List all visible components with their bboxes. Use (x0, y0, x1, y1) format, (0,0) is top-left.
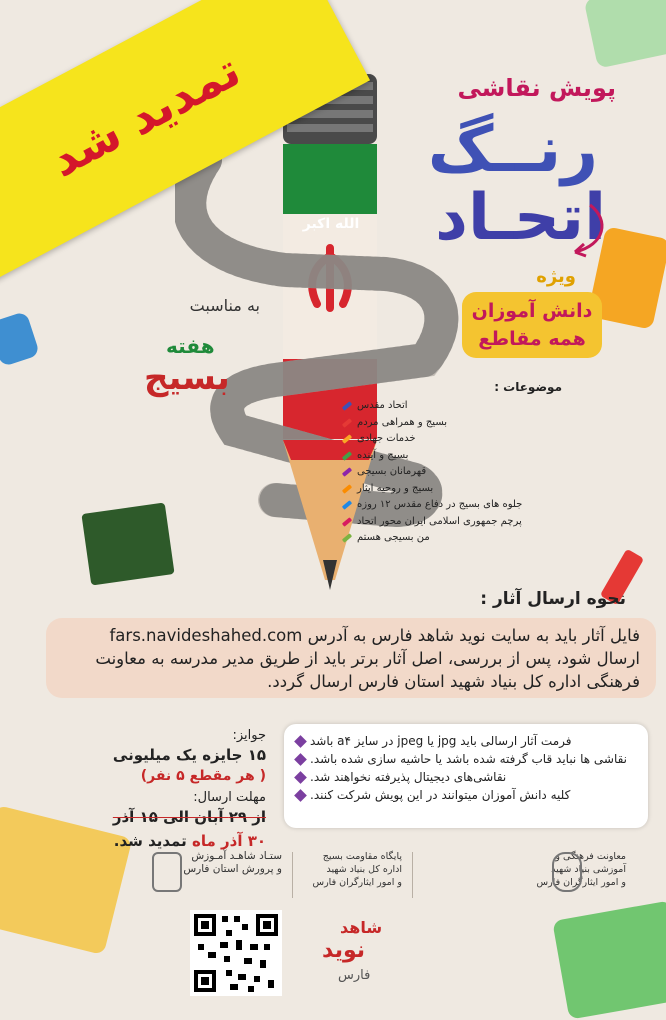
diamond-bullet-icon (294, 771, 307, 784)
format-rule: کلیه دانش آموزان میتوانند در این پویش شرکت کنند. (296, 786, 636, 804)
deadline-new-date: ۳۰ آذر ماه (191, 832, 266, 850)
title-line1: پویش نقاشی (457, 74, 616, 102)
prizes-line2: ( هر مقطع ۵ نفر) (140, 768, 266, 784)
occasion-label: به مناسبت (189, 296, 260, 315)
submission-text: فایل آثار باید به سایت نوید شاهد فارس به آدرس fars.navideshahed.com ارسال شود، پس از بررسی، اصل آثار برتر باید از طریق مدیر مدرسه به معاونت فرهنگی اداره کل بنیاد شهید استان فارس ارسال گردد. (95, 626, 640, 691)
arrow-decor (560, 200, 610, 260)
pencil-bullet-icon (342, 402, 352, 411)
topic-item: بسیج و روحیه ایثار (342, 481, 562, 498)
format-rule: فرمت آثار ارسالی باید jpg یا jpeg در سایز a۴ باشد (296, 732, 636, 750)
topic-item: بسیج و آینده (342, 448, 562, 465)
org-emblem-icon (152, 852, 182, 892)
footer-divider (412, 852, 413, 898)
pencil-bullet-icon (342, 484, 352, 493)
decor-green-cube-top (584, 0, 666, 69)
logo-text-1: هفته (166, 334, 215, 358)
decor-yellow-cube-bottom (0, 805, 132, 955)
topic-item: من بسیجی هستم (342, 530, 562, 547)
pencil-bullet-icon (342, 418, 352, 427)
qr-code-icon (190, 910, 282, 996)
prizes-line1: ۱۵ جایزه یک میلیونی (112, 746, 266, 764)
decor-green-cube-bottom (552, 900, 666, 1019)
pencil-bullet-icon (342, 501, 352, 510)
brand-line3: فارس (338, 968, 371, 983)
submission-heading: نحوه ارسال آثار : (480, 589, 626, 609)
audience-line2: همه مقاطع (478, 328, 586, 350)
format-rule: نقاشی ها نباید قاب گرفته شده باشد یا حاشیه سازی شده باشد. (296, 750, 636, 768)
deadline-label: مهلت ارسال: (193, 790, 266, 805)
diamond-bullet-icon (294, 789, 307, 802)
logo-text-2: بسیج (144, 358, 230, 398)
topic-item: اتحاد مقدس (342, 398, 562, 415)
pencil-bullet-icon (342, 451, 352, 460)
decor-blue-book (0, 311, 40, 367)
deadline-new (0, 832, 266, 850)
org-basij-base: پایگاه مقاومت بسیج اداره کل بنیاد شهید و امور ایثارگران فارس (312, 851, 402, 888)
basij-week-logo (138, 330, 248, 402)
topic-item: قهرمانان بسیجی (342, 464, 562, 481)
flag-inscription: الله اکبر (302, 216, 360, 232)
topics-list (342, 380, 562, 547)
submission-box (46, 618, 656, 698)
title-line3: اتحـاد (435, 181, 606, 255)
pencil-bullet-icon (342, 468, 352, 477)
topic-item: پرچم جمهوری اسلامی ایران محور اتحاد (342, 514, 562, 531)
pencil-bullet-icon (342, 517, 352, 526)
pencil-bullet-icon (342, 534, 352, 543)
org-shahed-education: ستـاد شاهـد آمـوزش و پرورش استان فارس (183, 850, 282, 875)
title-special: ویژه (536, 266, 576, 287)
audience-line1: دانش آموزان (471, 300, 593, 322)
banner-text: تمدید شد (41, 42, 249, 188)
brand-line2: شاهد (340, 918, 383, 937)
navideshahed-logo (318, 918, 398, 998)
diamond-bullet-icon (294, 735, 307, 748)
footer-divider (292, 852, 293, 898)
org-emblem-icon (552, 852, 582, 892)
format-rule: نقاشی‌های دیجیتال پذیرفته نخواهند شد. (296, 768, 636, 786)
audience-pill (462, 292, 602, 358)
topic-item: بسیج و همراهی مردم (342, 415, 562, 432)
deadline-old: از ۲۹ آبان الی ۱۵ آذر (112, 808, 266, 826)
decor-green-book (81, 503, 174, 586)
brand-line1: نوید (322, 938, 366, 963)
deadline-new-word: تمدید شد. (113, 832, 187, 850)
title-line2: رنــگ (427, 113, 598, 187)
pencil-bullet-icon (342, 435, 352, 444)
topic-item: خدمات جهادی (342, 431, 562, 448)
org-cultural-deputy: معاونت فرهنگی و آموزشی بنیاد شهید و امور ایثارگران فارس (536, 851, 626, 888)
prizes-label: جوایز: (232, 728, 266, 743)
topics-heading: موضوعات : (494, 380, 562, 394)
diamond-bullet-icon (294, 753, 307, 766)
topic-item: جلوه های بسیج در دفاع مقدس ۱۲ روزه (342, 497, 562, 514)
format-rules-box (284, 724, 648, 828)
